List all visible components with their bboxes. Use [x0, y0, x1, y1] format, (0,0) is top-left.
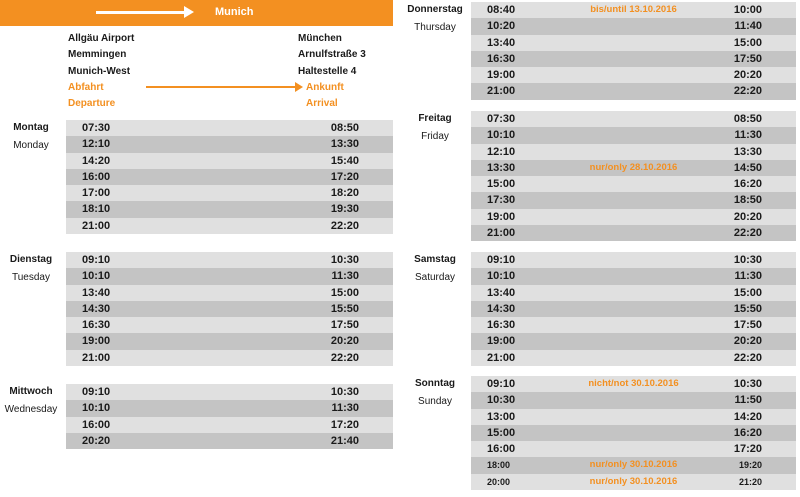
day-label: [403, 4, 467, 33]
arrival-time: 10:30: [733, 378, 762, 390]
trip-row: [471, 441, 796, 457]
destination-title: Munich: [215, 6, 254, 18]
day-name-en: Sunday: [418, 396, 452, 407]
origin-line: Allgäu Airport: [68, 33, 135, 44]
trip-row: [66, 169, 393, 185]
departure-time: 10:10: [82, 270, 111, 283]
trip-row: [471, 425, 796, 441]
trip-row: [471, 350, 796, 366]
trip-row: [471, 409, 796, 425]
arrival-time: 11:40: [734, 20, 762, 33]
arrival-time: 11:30: [734, 270, 762, 283]
arrow-right-icon: [96, 11, 186, 14]
departure-time: 20:00: [487, 476, 511, 487]
day-name-en: Saturday: [414, 272, 456, 283]
trip-table: [66, 120, 393, 234]
trip-row: [471, 192, 796, 208]
day-name-de: Donnerstag: [407, 4, 463, 15]
trip-note: nicht/not 30.10.2016: [588, 378, 679, 389]
departure-time: 14:30: [82, 302, 111, 315]
trip-row: [471, 67, 796, 83]
departure-time: 12:10: [82, 138, 111, 151]
departure-time: 17:00: [82, 187, 111, 200]
departure-time: 19:00: [487, 69, 516, 82]
trip-row: [471, 457, 796, 473]
trip-row: [471, 18, 796, 34]
arrival-time: 22:20: [733, 85, 762, 98]
arrival-time: 17:50: [733, 52, 762, 65]
day-label: [403, 254, 467, 283]
arrival-time: 17:20: [330, 418, 359, 431]
arrival-time: 14:20: [733, 410, 762, 423]
departure-time: 19:00: [82, 335, 111, 348]
trip-row: [471, 376, 796, 392]
trip-row: [66, 268, 393, 284]
departure-time: 10:10: [82, 402, 111, 415]
arrival-time: 22:20: [330, 219, 359, 232]
departure-time: 15:00: [487, 426, 516, 439]
trip-table: [471, 376, 796, 490]
trip-row: [471, 2, 796, 18]
day-name-de: Dienstag: [9, 254, 53, 265]
departure-time: 21:00: [487, 85, 516, 98]
departure-time: 18:00: [487, 460, 511, 471]
arrival-time: 15:50: [733, 302, 762, 315]
departure-time: 16:30: [487, 52, 516, 65]
arrival-time: 15:00: [330, 286, 359, 299]
departure-time: 19:00: [487, 335, 516, 348]
departure-time: 07:30: [82, 122, 111, 134]
departure-time: 13:30: [487, 161, 516, 174]
departure-time: 21:00: [82, 219, 111, 232]
arrival-time: 22:20: [733, 227, 762, 240]
departure-time: 08:40: [487, 4, 516, 16]
departure-time: 09:10: [82, 386, 111, 398]
departure-time: 14:30: [487, 302, 516, 315]
departure-time: 16:00: [82, 418, 111, 431]
departure-time: 20:20: [82, 434, 111, 447]
arrival-time: 19:20: [738, 460, 762, 471]
trip-row: [66, 201, 393, 217]
arrival-time: 11:30: [331, 402, 359, 415]
day-label: [0, 386, 62, 415]
day-name-de: Samstag: [414, 254, 456, 265]
trip-row: [66, 136, 393, 152]
arrival-time: 17:50: [733, 319, 762, 332]
arrival-time: 15:00: [733, 286, 762, 299]
arrival-time: 17:20: [330, 170, 359, 183]
arrival-time: 10:30: [330, 254, 359, 266]
trip-note: nur/only 28.10.2016: [589, 161, 678, 173]
trip-row: [471, 268, 796, 284]
trip-row: [471, 225, 796, 241]
departure-time: 13:40: [487, 36, 516, 49]
day-name-de: Sonntag: [415, 378, 455, 389]
day-label: [403, 378, 467, 407]
arrival-time: 22:20: [733, 351, 762, 364]
trip-row: [66, 252, 393, 268]
departure-time: 16:00: [487, 443, 516, 456]
departure-time: 19:00: [487, 210, 516, 223]
day-name-en: Monday: [13, 140, 49, 151]
departure-time: 10:10: [487, 129, 516, 142]
trip-row: [66, 417, 393, 433]
trip-row: [471, 317, 796, 333]
departure-time: 14:20: [82, 154, 111, 167]
arrival-time: 16:20: [733, 178, 762, 191]
trip-row: [471, 474, 796, 490]
trip-row: [66, 153, 393, 169]
day-label: [403, 113, 467, 142]
trip-row: [66, 350, 393, 366]
departure-time: 18:10: [82, 203, 111, 216]
origin-block: [68, 31, 134, 112]
trip-row: [66, 301, 393, 317]
trip-table: [471, 111, 796, 241]
departure-time: 21:00: [487, 351, 516, 364]
arrival-time: 21:40: [330, 434, 359, 447]
day-label: [0, 122, 62, 151]
trip-row: [66, 185, 393, 201]
trip-row: [471, 51, 796, 67]
trip-row: [66, 120, 393, 136]
trip-row: [471, 83, 796, 99]
arrival-time: 13:30: [733, 145, 762, 158]
departure-time: 09:10: [82, 254, 111, 266]
destination-line: Haltestelle 4: [298, 65, 357, 77]
departure-time: 21:00: [487, 227, 516, 240]
destination-line: Arnulfstraße 3: [298, 49, 366, 61]
origin-line: Munich-West: [68, 65, 131, 77]
day-name-de: Mittwoch: [9, 386, 53, 397]
arrival-time: 10:30: [330, 386, 359, 398]
arrival-time: 08:50: [733, 113, 762, 125]
arrival-time: 14:50: [733, 161, 762, 174]
trip-row: [66, 218, 393, 234]
departure-time: 09:10: [487, 378, 516, 390]
trip-note: nur/only 30.10.2016: [589, 475, 678, 487]
departure-time: 10:20: [487, 20, 516, 33]
trip-row: [471, 252, 796, 268]
trip-row: [471, 285, 796, 301]
day-name-en: Thursday: [414, 22, 456, 33]
trip-row: [66, 317, 393, 333]
arrival-time: 15:00: [733, 36, 762, 49]
arrival-time: 15:40: [330, 154, 359, 167]
departure-time: 13:40: [487, 286, 516, 299]
trip-row: [471, 392, 796, 408]
departure-time: 16:30: [487, 319, 516, 332]
arrival-time: 18:20: [330, 187, 359, 200]
trip-row: [471, 127, 796, 143]
trip-row: [66, 433, 393, 449]
trip-table: [66, 252, 393, 366]
arrival-time: 10:00: [733, 4, 762, 16]
departure-time: 21:00: [82, 351, 111, 364]
trip-row: [471, 111, 796, 127]
arrival-time: 11:30: [331, 270, 359, 283]
day-name-en: Tuesday: [12, 272, 50, 283]
arrival-time: 08:50: [330, 122, 359, 134]
trip-table: [471, 252, 796, 366]
arrival-time: 20:20: [733, 69, 762, 82]
trip-table: [66, 384, 393, 449]
arrival-time: 20:20: [330, 335, 359, 348]
departure-time: 07:30: [487, 113, 516, 125]
arrival-time: 20:20: [733, 210, 762, 223]
trip-row: [66, 384, 393, 400]
departure-time: 10:30: [487, 394, 516, 407]
day-label: [0, 254, 62, 283]
trip-row: [471, 301, 796, 317]
trip-table: [471, 2, 796, 100]
arrival-time: 13:30: [330, 138, 359, 151]
departure-time: 13:00: [487, 410, 516, 423]
trip-row: [471, 176, 796, 192]
departure-time: 12:10: [487, 145, 516, 158]
day-name-en: Wednesday: [4, 404, 58, 415]
arrival-time: 11:50: [734, 394, 762, 407]
route-arrow-icon: [146, 86, 296, 88]
arrival-time: 11:30: [734, 129, 762, 142]
arrival-time: 18:50: [733, 194, 762, 207]
trip-row: [471, 160, 796, 176]
arrival-time: 19:30: [330, 203, 359, 216]
departure-time: 16:00: [82, 170, 111, 183]
arrival-time: 15:50: [330, 302, 359, 315]
arrival-time: 17:20: [733, 443, 762, 456]
day-name-de: Freitag: [418, 113, 452, 124]
departure-label-de: Abfahrt: [68, 81, 104, 93]
day-name-en: Friday: [421, 131, 449, 142]
trip-note: nur/only 30.10.2016: [589, 459, 678, 471]
trip-note: bis/until 13.10.2016: [590, 4, 677, 15]
trip-row: [471, 333, 796, 349]
arrival-time: 21:20: [738, 476, 762, 487]
trip-row: [66, 333, 393, 349]
trip-row: [471, 35, 796, 51]
header-banner: [0, 0, 393, 26]
destination-block: [298, 31, 366, 112]
departure-time: 15:00: [487, 178, 516, 191]
trip-row: [471, 144, 796, 160]
arrival-time: 17:50: [330, 319, 359, 332]
departure-label-en: Departure: [68, 98, 116, 110]
arrival-time: 10:30: [733, 254, 762, 266]
arrival-label-en: Arrival: [306, 98, 338, 110]
trip-row: [66, 400, 393, 416]
arrival-label-de: Ankunft: [306, 81, 344, 93]
origin-line: Memmingen: [68, 49, 127, 61]
day-name-de: Montag: [13, 122, 49, 133]
destination-line: München: [298, 33, 342, 44]
departure-time: 10:10: [487, 270, 516, 283]
departure-time: 13:40: [82, 286, 111, 299]
arrival-time: 16:20: [733, 426, 762, 439]
arrival-time: 20:20: [733, 335, 762, 348]
departure-time: 09:10: [487, 254, 516, 266]
departure-time: 17:30: [487, 194, 516, 207]
departure-time: 16:30: [82, 319, 111, 332]
trip-row: [471, 209, 796, 225]
arrival-time: 22:20: [330, 351, 359, 364]
trip-row: [66, 285, 393, 301]
